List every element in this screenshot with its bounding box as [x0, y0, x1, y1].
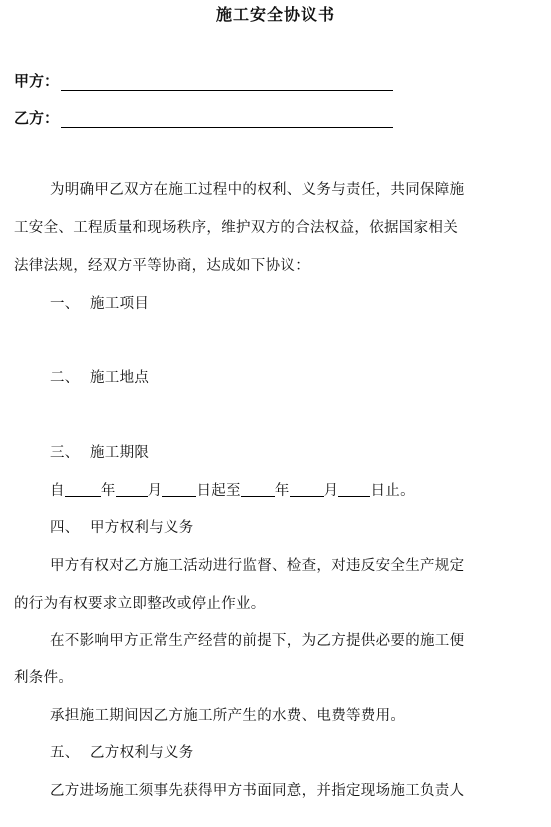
section-title: 施工期限	[90, 445, 150, 461]
intro-line-1: 为明确甲乙双方在施工过程中的权利、义务与责任，共同保障施	[50, 182, 465, 198]
section-title: 施工地点	[90, 370, 150, 386]
party-a-clause-2-line-2: 利条件。	[14, 670, 74, 686]
party-a-blank-line	[61, 73, 393, 91]
end-day-blank	[338, 480, 370, 497]
month-label: 月	[323, 483, 339, 499]
section-number: 四、	[50, 520, 80, 536]
party-a-row	[14, 70, 393, 91]
date-range-line	[50, 472, 551, 510]
section-heading	[50, 734, 551, 772]
start-suffix: 日起至	[196, 483, 241, 499]
party-b-blank-line	[61, 110, 393, 128]
party-a-clause-1-line-1: 甲方有权对乙方施工活动进行监督、检查，对违反安全生产规定	[50, 558, 465, 574]
start-month-blank	[116, 480, 148, 497]
end-year-blank	[241, 480, 275, 497]
section-number: 一、	[50, 296, 80, 312]
end-suffix: 日止。	[370, 483, 415, 499]
intro-line-2: 工安全、工程质量和现场秩序，维护双方的合法权益，依据国家相关	[14, 220, 458, 236]
end-month-blank	[290, 480, 324, 497]
intro-line-3: 法律法规，经双方平等协商，达成如下协议：	[14, 258, 310, 274]
section-heading	[50, 509, 551, 547]
party-a-clause-3: 承担施工期间因乙方施工所产生的水费、电费等费用。	[50, 708, 406, 724]
date-from-label: 自	[50, 483, 65, 499]
party-b-row	[14, 107, 393, 128]
party-a-label: 甲方：	[14, 72, 60, 90]
year-label: 年	[100, 483, 116, 499]
section-title: 甲方权利与义务	[90, 520, 194, 536]
party-b-clause-1-line-1: 乙方进场施工须事先获得甲方书面同意，并指定现场施工负责人	[50, 783, 465, 799]
party-a-clause-2-line-1: 在不影响甲方正常生产经营的前提下，为乙方提供必要的施工便	[50, 633, 465, 649]
party-a-clause-1-line-2: 的行为有权要求立即整改或停止作业。	[14, 596, 266, 612]
section-title: 施工项目	[90, 296, 150, 312]
month-label: 月	[147, 483, 163, 499]
year-label: 年	[274, 483, 290, 499]
section-heading	[50, 434, 551, 472]
start-year-blank	[65, 480, 101, 497]
document-title: 施工安全协议书	[215, 5, 335, 24]
section-number: 五、	[50, 745, 80, 761]
section-number: 二、	[50, 370, 80, 386]
section-title: 乙方权利与义务	[90, 745, 194, 761]
party-b-label: 乙方：	[14, 109, 60, 127]
section-heading	[50, 359, 551, 397]
section-number: 三、	[50, 445, 80, 461]
start-day-blank	[162, 480, 196, 497]
section-heading	[50, 285, 551, 323]
